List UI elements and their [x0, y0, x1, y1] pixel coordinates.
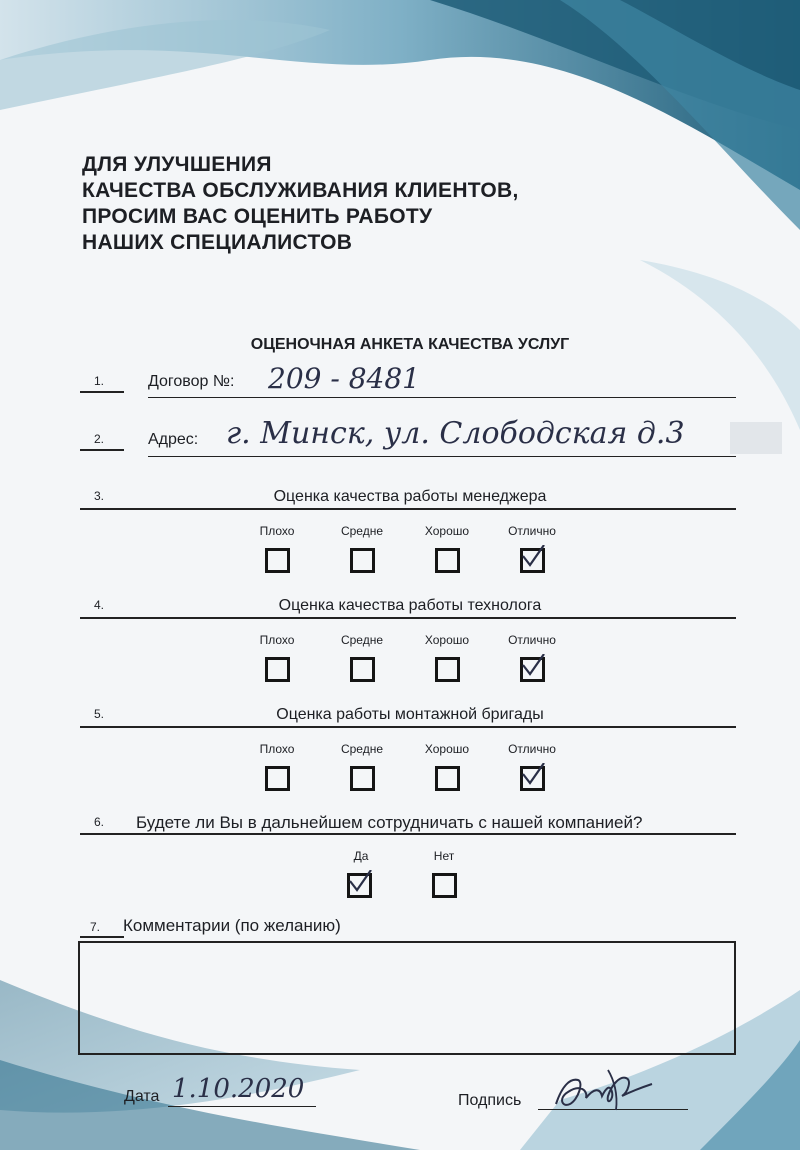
q6-underline	[80, 833, 736, 835]
q5-option-bad-label: Плохо	[259, 742, 295, 756]
q5-option-medium-label: Средне	[340, 742, 384, 756]
q4-checkbox-good[interactable]	[435, 657, 460, 682]
q3-checkbox-excellent[interactable]	[520, 548, 545, 573]
header-appeal	[82, 152, 519, 256]
q3-checkbox-good[interactable]	[435, 548, 460, 573]
q5-checkbox-bad[interactable]	[265, 766, 290, 791]
q4-number: 4.	[94, 598, 105, 612]
q4-checkbox-bad[interactable]	[265, 657, 290, 682]
q6-title: Будете ли Вы в дальнейшем сотрудничать с нашей компанией?	[136, 813, 643, 832]
q3-option-medium-label: Средне	[340, 524, 384, 538]
q4-option-bad-label: Плохо	[259, 633, 295, 647]
header-line-1: ДЛЯ УЛУЧШЕНИЯ	[82, 153, 272, 176]
q4-title: Оценка качества работы технолога	[278, 597, 542, 614]
q4-underline	[80, 617, 736, 619]
q6-number: 6.	[94, 815, 105, 829]
q5-number: 5.	[94, 707, 105, 721]
q5-checkbox-good[interactable]	[435, 766, 460, 791]
q3-option-bad-label: Плохо	[259, 524, 295, 538]
q5-option-excellent-label: Отлично	[508, 742, 556, 756]
header-line-3: ПРОСИМ ВАС ОЦЕНИТЬ РАБОТУ	[82, 205, 433, 228]
q4-checkbox-excellent[interactable]	[520, 657, 545, 682]
address-field[interactable]: г. Минск, ул. Слободская д.3	[226, 416, 685, 451]
q6-option-yes-label: Да	[353, 849, 369, 863]
q3-number: 3.	[94, 489, 105, 503]
q2-number-underline	[80, 449, 124, 451]
q4-option-medium-label: Средне	[340, 633, 384, 647]
q5-underline	[80, 726, 736, 728]
q4-option-excellent-label: Отлично	[508, 633, 556, 647]
address-redaction	[730, 422, 782, 454]
q7-number: 7.	[90, 920, 101, 934]
q2-number: 2.	[94, 432, 105, 446]
address-label: Адрес:	[148, 431, 199, 448]
q4-option-good-label: Хорошо	[424, 633, 470, 647]
checkmark-icon	[521, 545, 545, 569]
checkmark-icon	[521, 763, 545, 787]
q3-checkbox-medium[interactable]	[350, 548, 375, 573]
checkmark-icon	[521, 654, 545, 678]
date-label: Дата	[124, 1088, 160, 1105]
contract-field[interactable]: 209 - 8481	[268, 362, 420, 395]
q1-number: 1.	[94, 374, 105, 388]
date-field[interactable]: 1.10.2020	[172, 1074, 305, 1104]
checkmark-icon	[348, 870, 372, 894]
q3-title: Оценка качества работы менеджера	[273, 488, 547, 505]
signature-label: Подпись	[458, 1092, 522, 1109]
header-line-2: КАЧЕСТВА ОБСЛУЖИВАНИЯ КЛИЕНТОВ,	[82, 179, 519, 202]
header-line-4: НАШИХ СПЕЦИАЛИСТОВ	[82, 231, 353, 254]
q7-title: Комментарии (по желанию)	[123, 916, 341, 935]
q6-checkbox-no[interactable]	[432, 873, 457, 898]
contract-label: Договор №:	[148, 373, 235, 390]
q3-option-excellent-label: Отлично	[508, 524, 556, 538]
q1-underline	[148, 397, 736, 398]
q3-option-good-label: Хорошо	[424, 524, 470, 538]
q5-checkbox-excellent[interactable]	[520, 766, 545, 791]
q5-title: Оценка работы монтажной бригады	[276, 706, 544, 723]
q3-checkbox-bad[interactable]	[265, 548, 290, 573]
comments-textarea[interactable]	[78, 941, 736, 1055]
q6-checkbox-yes[interactable]	[347, 873, 372, 898]
q1-number-underline	[80, 391, 124, 393]
q3-underline	[80, 508, 736, 510]
q5-checkbox-medium[interactable]	[350, 766, 375, 791]
q4-checkbox-medium[interactable]	[350, 657, 375, 682]
form-title: ОЦЕНОЧНАЯ АНКЕТА КАЧЕСТВА УСЛУГ	[250, 336, 570, 353]
q6-option-no-label: Нет	[433, 849, 455, 863]
q2-underline	[148, 456, 736, 457]
handwritten-signature[interactable]	[548, 1066, 658, 1114]
q7-number-underline	[80, 936, 124, 938]
date-underline	[168, 1106, 316, 1107]
q5-option-good-label: Хорошо	[424, 742, 470, 756]
